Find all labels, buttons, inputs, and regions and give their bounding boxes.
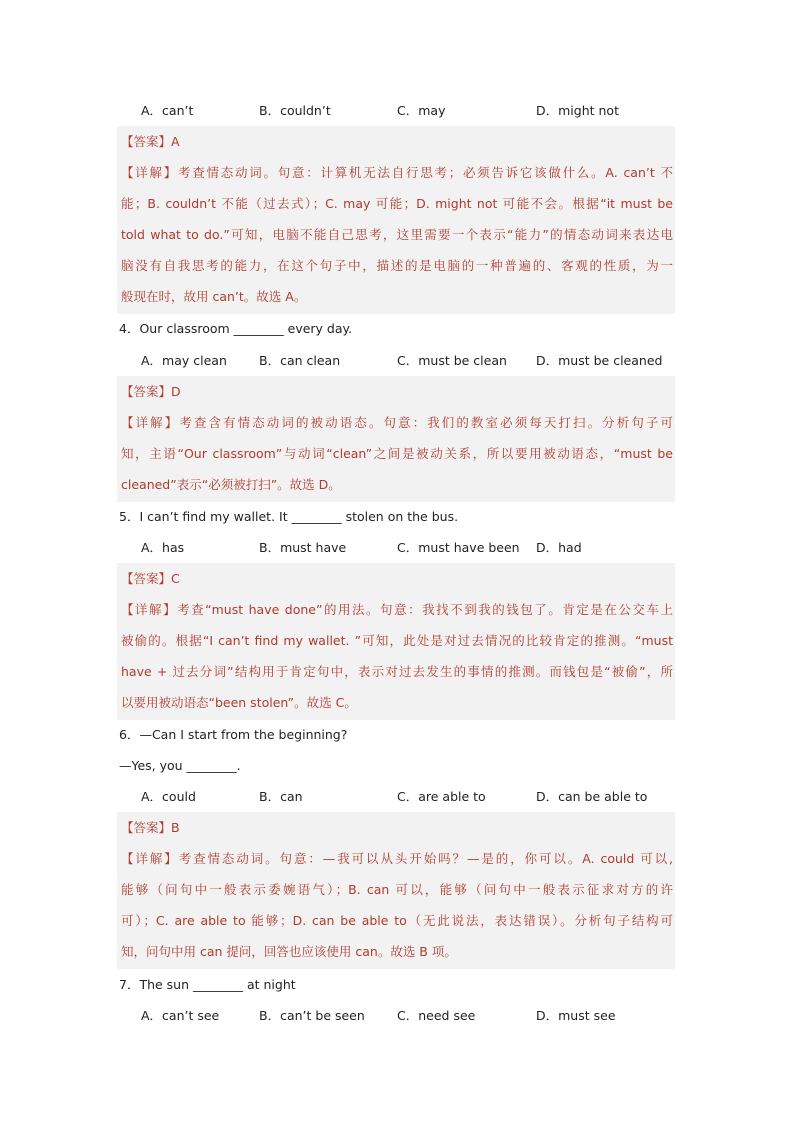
option-d: D．must see: [536, 1008, 616, 1023]
q3-options: [141, 95, 675, 126]
option-b: B．can’t be seen: [259, 1008, 365, 1023]
explanation-line: 能；B. couldn’t 不能（过去式）；C. may 可能；D. might not 可能不会。根据“it must be: [121, 196, 673, 211]
q6-stem-reply: —Yes, you ________.: [119, 758, 241, 773]
option-c: C．may: [397, 103, 446, 118]
option-d: D．can be able to: [536, 789, 648, 804]
explanation-line: 【详解】考查情态动词。句意：—我可以从头开始吗？—是的，你可以。A. could 可以,: [121, 851, 673, 866]
explanation-line: 【详解】考查情态动词。句意：计算机无法自行思考；必须告诉它该做什么。A. can’t 不: [121, 165, 673, 180]
option-c: C．must be clean: [397, 353, 507, 368]
explanation-line: told what to do.”可知，电脑不能自己思考，这里需要一个表示“能力”的情态动词来表达电: [121, 227, 673, 242]
explanation-line: 知，主语“Our classroom”与动词“clean”之间是被动关系，所以要用被动语态，“must be: [121, 446, 673, 461]
option-a: A．could: [141, 789, 196, 804]
option-c: C．are able to: [397, 789, 486, 804]
q6-options: [141, 781, 675, 812]
q3-answer-block: [117, 126, 675, 314]
explanation-line: have + 过去分词”结构用于肯定句中，表示对过去发生的事情的推测。而钱包是“被偷”，所: [121, 664, 673, 679]
option-c: C．must have been: [397, 540, 520, 555]
explanation-line: cleaned”表示“必须被打扫”。故选 D。: [121, 477, 341, 492]
q7-options: [141, 1000, 675, 1031]
option-b: B．can clean: [259, 353, 341, 368]
q6-answer-block: [117, 812, 675, 969]
answer-label: 【答案】D: [121, 384, 181, 399]
q4-stem: 4．Our classroom ________ every day.: [119, 321, 353, 336]
option-c: C．need see: [397, 1008, 476, 1023]
explanation-line: 被偷的。根据“I can’t find my wallet. ”可知，此处是对过去情况的比较肯定的推测。“must: [121, 633, 673, 648]
explanation-line: 【详解】考查“must have done”的用法。句意：我找不到我的钱包了。肯定是在公交车上: [121, 602, 673, 617]
explanation-line: 般现在时，故用 can’t。故选 A。: [121, 289, 307, 304]
q7-stem: 7．The sun ________ at night: [119, 977, 296, 992]
explanation-line: 脑没有自我思考的能力，在这个句子中，描述的是电脑的一种普遍的、客观的性质，为一: [121, 258, 673, 273]
option-b: B．can: [259, 789, 303, 804]
explanation-line: 以要用被动语态“been stolen”。故选 C。: [121, 695, 357, 710]
q5-answer-block: [117, 563, 675, 720]
answer-label: 【答案】B: [121, 820, 180, 835]
option-d: D．must be cleaned: [536, 353, 663, 368]
option-a: A．can’t see: [141, 1008, 220, 1023]
option-b: B．couldn’t: [259, 103, 331, 118]
option-b: B．must have: [259, 540, 347, 555]
explanation-line: 【详解】考查含有情态动词的被动语态。句意：我们的教室必须每天打扫。分析句子可: [121, 415, 673, 430]
answer-label: 【答案】A: [121, 134, 180, 149]
option-a: A．has: [141, 540, 185, 555]
q4-options: [141, 345, 675, 376]
option-a: A．can’t: [141, 103, 194, 118]
option-d: D．might not: [536, 103, 619, 118]
explanation-line: 可）；C. are able to 能够；D. can be able to（无此说法，表达错误）。分析句子结构可: [121, 913, 673, 928]
q4-answer-block: [117, 376, 675, 502]
q5-options: [141, 532, 675, 563]
option-d: D．had: [536, 540, 582, 555]
explanation-line: 知，问句中用 can 提问，回答也应该使用 can。故选 B 项。: [121, 944, 457, 959]
option-a: A．may clean: [141, 353, 227, 368]
q6-stem-question: 6．—Can I start from the beginning?: [119, 727, 348, 742]
q5-stem: 5．I can’t find my wallet. It ________ stolen on the bus.: [119, 509, 459, 524]
explanation-line: 能够（问句中一般表示委婉语气）；B. can 可以，能够（问句中一般表示征求对方的许: [121, 882, 673, 897]
answer-label: 【答案】C: [121, 571, 180, 586]
